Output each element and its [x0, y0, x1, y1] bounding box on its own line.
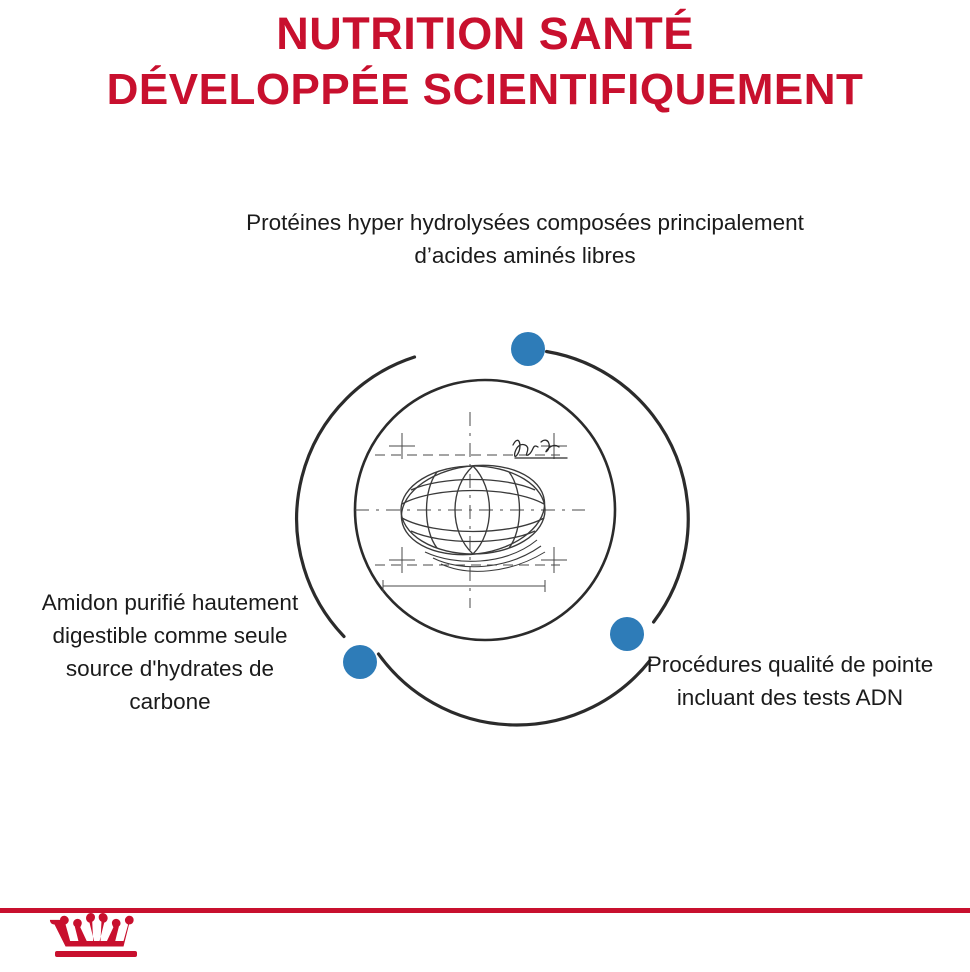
- title-line-2: DÉVELOPPÉE SCIENTIFIQUEMENT: [106, 65, 864, 114]
- callout-dot-right[interactable]: [610, 617, 644, 651]
- callout-dot-top[interactable]: [511, 332, 545, 366]
- royal-canin-crown-logo: [45, 905, 150, 967]
- callout-text-left: Amidon purifié hautement digestible comme seule source d'hydrates de carbone: [41, 590, 299, 714]
- kibble-technical-drawing-icon: [345, 400, 595, 620]
- callout-dot-left[interactable]: [343, 645, 377, 679]
- callout-text-top: Protéines hyper hydrolysées composées principalement d’acides aminés libres: [246, 210, 804, 268]
- callout-text-right: Procédures qualité de pointe incluant des tests ADN: [646, 652, 934, 710]
- title-line-1: NUTRITION SANTÉ: [276, 8, 694, 59]
